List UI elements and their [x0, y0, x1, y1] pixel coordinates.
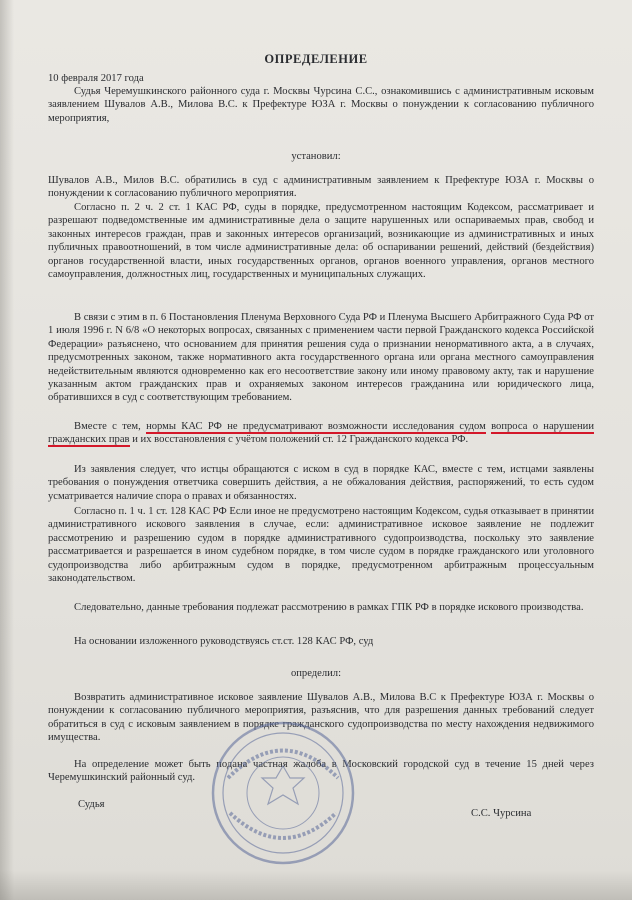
- document-title: ОПРЕДЕЛЕНИЕ: [264, 52, 368, 66]
- paragraph-5: Из заявления следует, что истцы обращаются с иском в суд в порядке КАС, вместе с тем, истцами заявлены требования о понуждения ответчика совершить действия, а не обжалования действия, распоряжений, то есть судом усматривается наличие спора о правах и обязанностях.: [48, 464, 594, 502]
- paragraph-9: Возвратить административное исковое заявление Шувалов А.В., Милова В.С к Префектуре ЮЗА г. Москвы о понуждении к согласованию публичного мероприятия, разъяснив, что для разрешения данных требований следует обратиться в суд с исковым заявлением в порядке гражданского судопроизводства по месту нахождения недвижимого имущества.: [48, 692, 594, 744]
- paragraph-10: На определение может быть подана частная жалоба в Московский городской суд в течение 15 дней через Черемушкинский районный суд.: [48, 759, 594, 784]
- paragraph-3: В связи с этим в п. 6 Постановления Пленума Верховного Суда РФ и Пленума Высшего Арбитражного Суда РФ от 1 июля 1996 г. N 6/8 «О некоторых вопросах, связанных с применением части первой Гражданского кодекса Российской Федерации» разъяснено, что основанием для принятия решения суда о признании ненормативного акта, а в случаях, предусмотренных законом, также нормативного акта государственного органа или органа местного самоуправления недействительным являются одновременно как его несоответствие закону или иному правовому акту, так и нарушение указанным актом гражданских прав и охраняемых законом интересов гражданина или юридического лица, обратившихся в суд с соответствующим требованием.: [48, 312, 594, 404]
- paragraph-4-start: Вместе с тем,: [74, 421, 147, 432]
- document-date: 10 февраля 2017 года: [48, 73, 144, 84]
- intro-paragraph: Судья Черемушкинского районного суда г. Москвы Чурсина С.С., ознакомившись с административным исковым заявлением Шувалов А.В., Милова В.С. к Префектуре ЮЗА г. Москвы о понуждении к согласованию публичного мероприятия,: [48, 86, 594, 124]
- paragraph-4-end: и их восстановления с учётом положений ст. 12 Гражданского кодекса РФ.: [129, 434, 469, 446]
- paragraph-7: Следовательно, данные требования подлежат рассмотрению в рамках ГПК РФ в порядке искового производства.: [74, 602, 584, 613]
- signature-name: С.С. Чурсина: [471, 808, 532, 819]
- highlight-underline-2: вопроса о нарушении гражданских прав: [48, 421, 594, 446]
- page-shadow-left: [0, 0, 14, 900]
- page-shadow-bottom: [0, 870, 632, 900]
- highlight-underline-1: нормы КАС РФ не предусматривают возможности исследования судом: [146, 421, 486, 432]
- paragraph-4: [48, 420, 594, 447]
- signature-label: Судья: [78, 799, 105, 810]
- paragraph-2: Согласно п. 2 ч. 2 ст. 1 КАС РФ, суды в порядке, предусмотренном настоящим Кодексом, рассматривает и разрешают подведомственные им административные дела о защите нарушенных или оспариваемых прав, свобод и законных интересов граждан, прав и законных интересов организаций, возникающие из административных и иных публичных правоотношений, в том числе административные дела: об оспаривании решений, действий (бездействия) органов государственной власти, иных государственных органов, органов военного управления, органов местного самоуправления, должностных лиц, государственных и муниципальных служащих.: [48, 202, 594, 281]
- heading-ustanovil: установил:: [291, 151, 341, 162]
- court-seal-stamp: [208, 718, 358, 868]
- paragraph-8: На основании изложенного руководствуясь ст.ст. 128 КАС РФ, суд: [74, 636, 374, 647]
- paragraph-6: Согласно п. 1 ч. 1 ст. 128 КАС РФ Если иное не предусмотрено настоящим Кодексом, судья отказывает в принятии административного искового заявления в случае, если: административное исковое заявление не подлежит рассмотрению и разрешению судом в порядке административного судопроизводства, поскольку это заявление рассматривается и разрешается в ином судебном порядке, в том числе судом в порядке гражданского или уголовного судопроизводства либо арбитражным судом в порядке, предусмотренном арбитражным процессуальным законодательством.: [48, 506, 594, 585]
- heading-opredelil: определил:: [290, 668, 342, 679]
- paragraph-1: Шувалов А.В., Милов В.С. обратились в суд с административным заявлением к Префектуре ЮЗА г. Москвы о понуждении к согласованию публичного мероприятия.: [48, 175, 594, 200]
